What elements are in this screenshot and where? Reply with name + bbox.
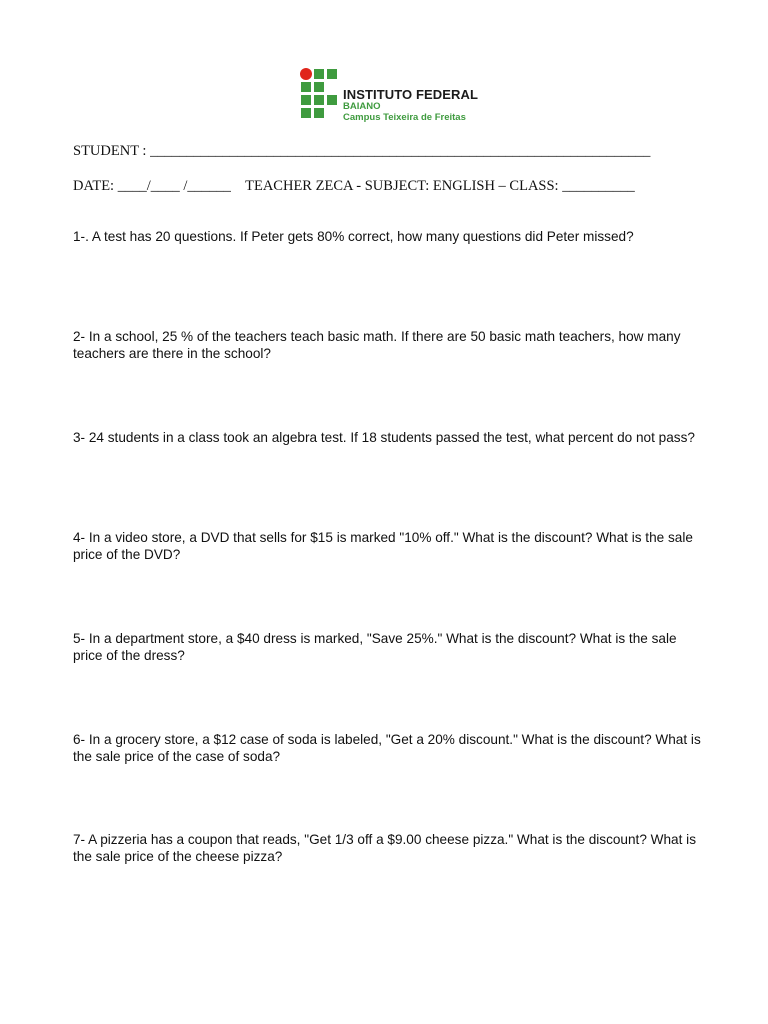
student-name-line: STUDENT : _____________________________________________________________________ xyxy=(73,143,651,159)
institution-logo xyxy=(300,68,490,126)
logo-title: INSTITUTO FEDERAL xyxy=(343,87,479,102)
logo-subtitle: BAIANO xyxy=(343,101,381,112)
logo-mark-icon xyxy=(300,68,340,118)
date-teacher-line: DATE: ____/____ /______ TEACHER ZECA - SUBJECT: ENGLISH – CLASS: __________ xyxy=(73,178,635,194)
question-3: 3- 24 students in a class took an algebra test. If 18 students passed the test, what percent do not pass? xyxy=(73,430,695,445)
logo-campus: Campus Teixeira de Freitas xyxy=(343,112,466,123)
question-6: 6- In a grocery store, a $12 case of soda is labeled, "Get a 20% discount." What is the discount? What is the sale price of the case of soda? xyxy=(73,732,701,764)
question-4: 4- In a video store, a DVD that sells for $15 is marked "10% off." What is the discount? What is the sale price of the DVD? xyxy=(73,530,693,562)
question-2: 2- In a school, 25 % of the teachers teach basic math. If there are 50 basic math teachers, how many teachers are there in the school? xyxy=(73,329,681,361)
question-5: 5- In a department store, a $40 dress is marked, "Save 25%." What is the discount? What is the sale price of the dress? xyxy=(73,631,677,663)
question-7: 7- A pizzeria has a coupon that reads, "Get 1/3 off a $9.00 cheese pizza." What is the discount? What is the sale price of the cheese pizza? xyxy=(73,832,696,864)
question-1: 1-. A test has 20 questions. If Peter gets 80% correct, how many questions did Peter missed? xyxy=(73,229,634,244)
logo-red-dot xyxy=(300,68,312,80)
